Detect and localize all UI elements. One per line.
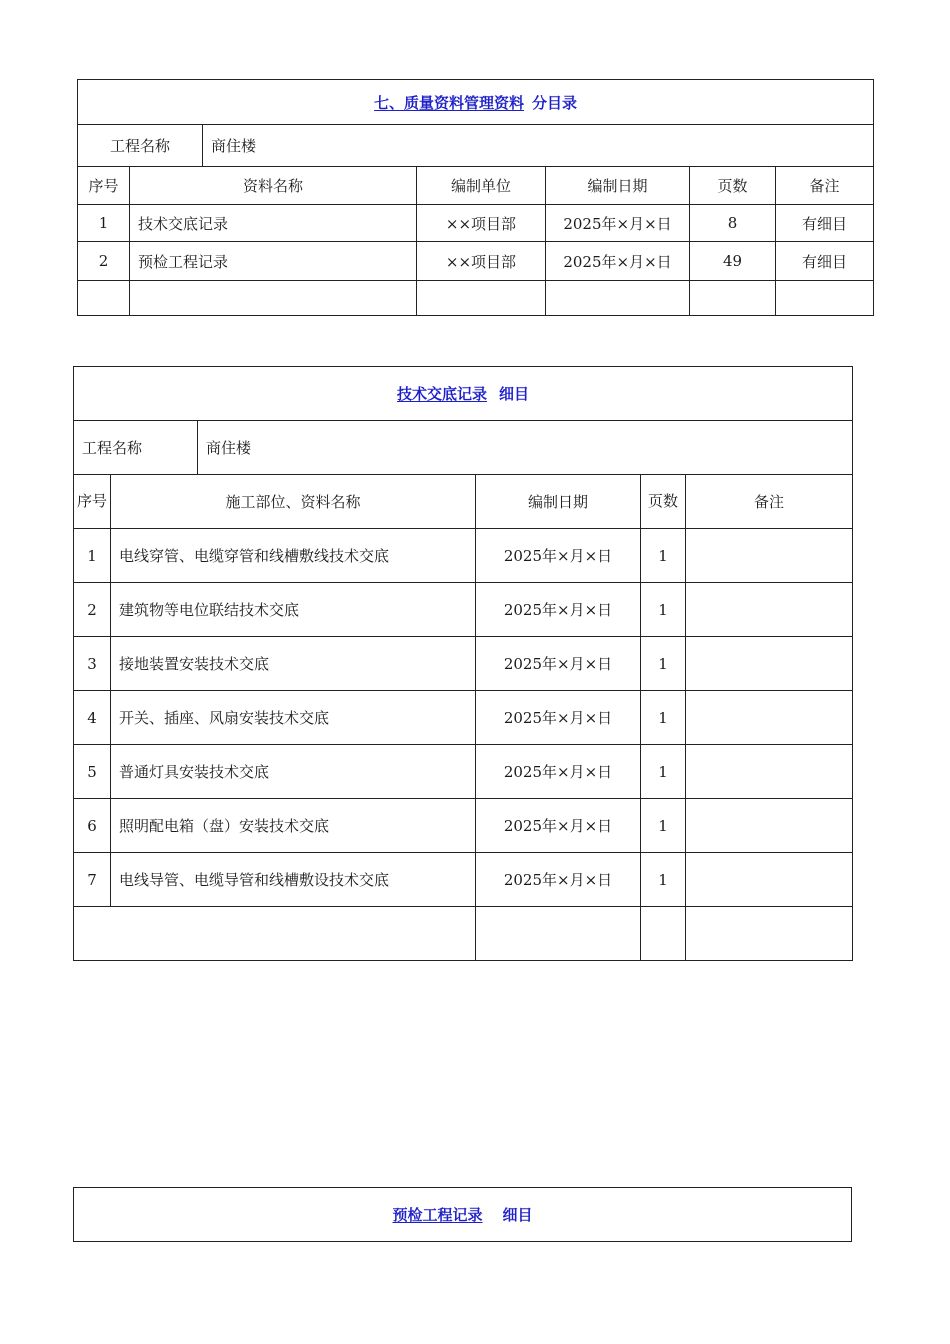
record-date: 2025年×月×日 [546, 242, 690, 281]
row-number: 1 [78, 205, 130, 242]
header-cell: 资料名称 [130, 167, 417, 205]
header-cell: 页数 [641, 475, 686, 529]
empty-row [74, 907, 853, 961]
record-note: 有细目 [776, 242, 874, 281]
record-name: 建筑物等电位联结技术交底 [111, 583, 476, 637]
row-number: 4 [74, 691, 111, 745]
table-row [78, 205, 874, 242]
table-row [74, 691, 853, 745]
table-row [74, 745, 853, 799]
record-pages: 1 [641, 691, 686, 745]
header-cell: 编制单位 [417, 167, 546, 205]
record-date: 2025年×月×日 [476, 745, 641, 799]
record-pages: 1 [641, 583, 686, 637]
header-cell: 序号 [78, 167, 130, 205]
empty-row [78, 281, 874, 316]
record-date: 2025年×月×日 [476, 691, 641, 745]
record-name: 电线穿管、电缆穿管和线槽敷线技术交底 [111, 529, 476, 583]
summary-table [77, 79, 874, 316]
record-date: 2025年×月×日 [476, 637, 641, 691]
record-date: 2025年×月×日 [476, 853, 641, 907]
row-number: 7 [74, 853, 111, 907]
record-note [686, 529, 853, 583]
row-number: 2 [78, 242, 130, 281]
record-note [686, 853, 853, 907]
record-date: 2025年×月×日 [476, 529, 641, 583]
record-date: 2025年×月×日 [476, 799, 641, 853]
record-pages: 49 [690, 242, 776, 281]
record-unit: ××项目部 [417, 242, 546, 281]
table-header-row [74, 475, 853, 529]
record-note [686, 691, 853, 745]
header-cell: 编制日期 [476, 475, 641, 529]
record-date: 2025年×月×日 [546, 205, 690, 242]
summary-title-link[interactable]: 七、质量资料管理资料 [374, 93, 525, 112]
table-row [74, 799, 853, 853]
record-pages: 1 [641, 799, 686, 853]
disclosure-title-suffix: 细目 [499, 385, 530, 403]
project-name-label: 工程名称 [78, 125, 203, 167]
table-row [78, 242, 874, 281]
disclosure-title [74, 367, 853, 421]
table-row [74, 853, 853, 907]
record-note [686, 799, 853, 853]
disclosure-title-link[interactable]: 技术交底记录 [397, 385, 488, 403]
row-number: 2 [74, 583, 111, 637]
header-cell: 施工部位、资料名称 [111, 475, 476, 529]
record-unit: ××项目部 [417, 205, 546, 242]
record-name: 照明配电箱（盘）安装技术交底 [111, 799, 476, 853]
row-number: 1 [74, 529, 111, 583]
project-name-label: 工程名称 [74, 421, 198, 475]
record-name: 预检工程记录 [130, 242, 417, 281]
row-number: 3 [74, 637, 111, 691]
table-header-row [78, 167, 874, 205]
record-date: 2025年×月×日 [476, 583, 641, 637]
summary-title [78, 80, 874, 125]
record-pages: 8 [690, 205, 776, 242]
table-row [74, 529, 853, 583]
preinspection-title-link[interactable]: 预检工程记录 [392, 1206, 483, 1224]
record-note [686, 745, 853, 799]
header-cell: 编制日期 [546, 167, 690, 205]
record-name: 电线导管、电缆导管和线槽敷设技术交底 [111, 853, 476, 907]
table-row [74, 637, 853, 691]
record-note [686, 637, 853, 691]
project-name-value: 商住楼 [198, 421, 853, 475]
preinspection-title [74, 1188, 852, 1242]
row-number: 6 [74, 799, 111, 853]
table-row [74, 583, 853, 637]
record-pages: 1 [641, 745, 686, 799]
record-name: 技术交底记录 [130, 205, 417, 242]
detail-table-preinspection [73, 1187, 852, 1242]
header-cell: 备注 [686, 475, 853, 529]
record-note [686, 583, 853, 637]
header-cell: 备注 [776, 167, 874, 205]
summary-title-suffix: 分目录 [532, 93, 578, 112]
detail-table-disclosure [73, 366, 853, 961]
row-number: 5 [74, 745, 111, 799]
record-pages: 1 [641, 853, 686, 907]
record-note: 有细目 [776, 205, 874, 242]
record-name: 普通灯具安装技术交底 [111, 745, 476, 799]
record-name: 接地装置安装技术交底 [111, 637, 476, 691]
project-name-value: 商住楼 [203, 125, 874, 167]
header-cell: 页数 [690, 167, 776, 205]
header-cell: 序号 [74, 475, 111, 529]
preinspection-title-suffix: 细目 [502, 1206, 533, 1224]
record-name: 开关、插座、风扇安装技术交底 [111, 691, 476, 745]
record-pages: 1 [641, 637, 686, 691]
record-pages: 1 [641, 529, 686, 583]
